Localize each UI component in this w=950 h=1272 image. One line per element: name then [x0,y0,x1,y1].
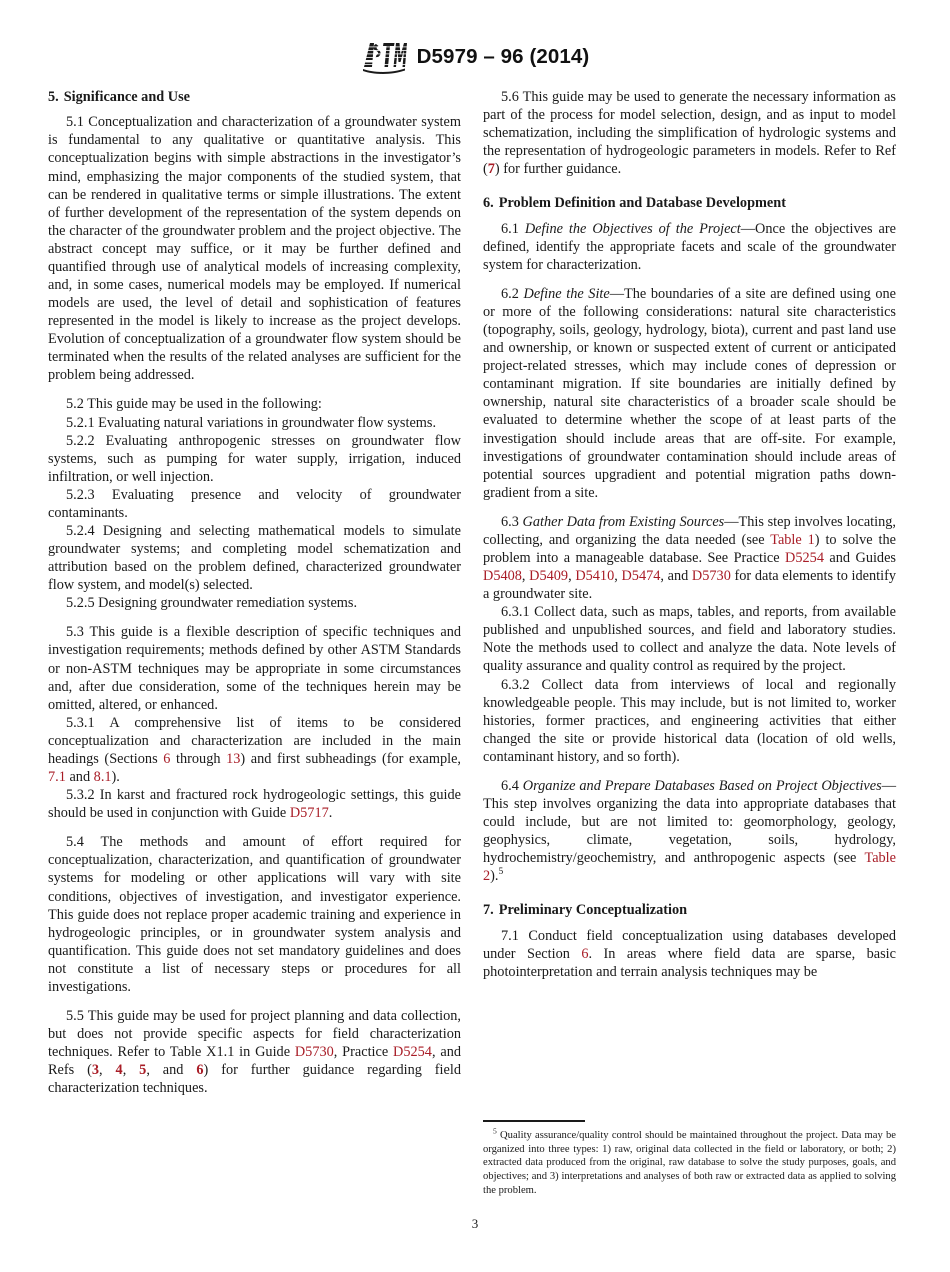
text-run: , [99,1062,116,1079]
paragraph-6-3 [483,513,896,603]
paragraph-5-1: 5.1 Conceptualization and characterization of a groundwater system is fundamental to any qualitative or quantitative analysis. This conceptualization begins with simple abstractions in the investigator’s mind, emphasizing the major components of the studied system, that can be rendered in qualitative terms or simple illustrations. The extent of further development of the representation of the system depends on the character of the groundwater problem and the project objective. The abstract concept may suffice, or it may be further defined and quantified through use of analytical models of increasing complexity, and, in some cases, numerical models may be employed. If numerical models are used, the level of detail and sophistication of features represented in the model is likely to increase as the project develops. Evolution of conceptualization of a groundwater flow system should be terminated when the results of the related analyses are sufficient for the problem being addressed. [48,114,461,384]
cross-ref-ref-7[interactable]: 7 [487,161,495,178]
section-title-6: Problem Definition and Database Development [498,195,786,212]
text-run: 5.3.1 A comprehensive list of items to be considered conceptualization and characterization are included in the main headings (Sections [48,714,461,767]
text-run: . In areas where field data are sparse, basic photointerpretation and terrain analysis techniques may be [483,945,896,980]
footnote-5 [483,1126,896,1198]
cross-ref-guide-d5410[interactable]: D5410 [575,568,615,585]
cross-ref-ref-4[interactable]: 4 [115,1062,123,1079]
text-run: through [170,750,227,767]
paragraph-5-3-2 [48,786,461,822]
paragraph-5-2-1: 5.2.1 Evaluating natural variations in groundwater flow systems. [66,414,437,431]
cross-ref-ref-3[interactable]: 3 [91,1062,100,1079]
cross-ref-ref-6[interactable]: 6 [196,1062,204,1079]
text-run: ) to solve the problem into a manageable database. See Practice [483,531,896,567]
cross-ref-table-2[interactable]: Table 2 [483,850,896,885]
text-run: 5.6 This guide may be used to generate the necessary information as part of the process for model selection, design, and as input to model schematization, including the simplification of hydrologic systems and the representation of hydrogeologic parameters in models. Refer to Ref ( [483,89,896,178]
text-run: —This step involves locating, collecting, and organizing the data needed (see [483,513,896,548]
paragraph-6-1 [483,220,896,274]
text-run: ) for further guidance. [494,161,622,178]
paragraph-5-2-2: 5.2.2 Evaluating anthropogenic stresses on groundwater flow systems, such as pumping for water supply, irrigation, induced infiltration, or well injection. [48,432,461,485]
text-run: and [65,769,94,786]
cross-ref-table-1[interactable]: Table 1 [770,531,815,548]
section-number-7: 7. [483,902,494,919]
text-run: , [521,568,530,585]
text-run: for data elements to identify a groundwater site. [483,568,896,603]
section-heading-7 [483,901,896,919]
text-run: ) and first subheadings (for example, [240,750,461,767]
two-column-body [0,88,950,1198]
cross-ref-ref-5[interactable]: 5 [139,1062,147,1079]
paragraph-5-3: 5.3 This guide is a flexible description of specific techniques and investigation requirements; methods defined by other ASTM Standards or non-ASTM techniques may be appropriate in some circumstances and, after due consideration, some of the techniques herein may be omitted, altered, or enhanced. [48,624,461,713]
document-designation: D5979 – 96 (2014) [416,45,590,68]
astm-logo [361,40,407,74]
cross-ref-section-13[interactable]: 13 [226,750,241,767]
paragraph-5-2-3: 5.2.3 Evaluating presence and velocity of groundwater contaminants. [48,486,461,521]
page-number: 3 [471,1216,479,1231]
footnote-marker-5[interactable]: 5 [498,867,504,878]
text-run: , [614,568,622,585]
paragraph-5-6 [483,88,896,178]
text-run: . [328,805,333,822]
cross-ref-practice-d5254[interactable]: D5254 [393,1044,432,1061]
clause-title: Gather Data from Existing Sources [522,513,725,530]
footnote-text: Quality assurance/quality control should be maintained throughout the project. Data may be organized into three types: 1) raw, original data collected in the field or laboratory, or both; 2) extracted data produced from the original, raw database to solve the study purposes, goals, and objectives; and 3) interpretations and analyses of both raw or extracted data as applied to solving the problem. [483,1129,896,1197]
clause-title: Define the Objectives of the Project [524,220,741,237]
text-run: —The boundaries of a site are defined using one or more of the following considerations: natural site characteristics (topography, soils, geology, hydrology, biota), current and past land use and ownership, or known or suspected extent of current or anticipated project-related stresses, which may include cones of depression or contaminant migration. If site boundaries are initially defined by ownership, natural site characteristics of a broader scale should be evaluated to determine whether the scope of at least parts of the investigation should include areas that are off-site. For example, investigations of groundwater contamination should include areas of potential sources upgradient and potential migration paths down-gradient from a site. [483,285,896,501]
text-run: , and [660,568,692,585]
footnote-number: 5 [493,1126,497,1136]
text-run: ). [490,868,499,885]
paragraph-5-4: 5.4 The methods and amount of effort required for conceptualization, characterization, and quantification of groundwater systems for modeling or other applications will vary with site conditions, objectives of investigation, and investigator experience. This guide does not replace proper academic training and experience in hydrogeologic principles, or in groundwater system analysis and quantification. This guide does not set mandatory guidelines and does not constitute a list of necessary steps or procedures for all investigations. [48,834,461,995]
clause-number: 6.2 [501,285,524,302]
text-run: 5.3.2 In karst and fractured rock hydrogeologic settings, this guide should be used in conjunction with Guide [48,787,461,822]
clause-number: 6.1 [501,220,525,237]
clause-title: Define the Site [523,285,610,302]
cross-ref-section-7-1[interactable]: 7.1 [48,769,66,786]
section-number-5: 5. [48,89,59,105]
text-run: —Once the objectives are defined, identify the appropriate facets and scale of the groundwater system for characterization. [483,220,896,273]
paragraph-6-3-1: 6.3.1 Collect data, such as maps, tables, and reports, from available published and unpublished sources, and field and laboratory studies. Note the methods used to collect and analyze the data. Note levels of quality assurance and quality control as required by the project. [483,604,896,675]
cross-ref-guide-d5717[interactable]: D5717 [289,805,329,822]
cross-ref-section-6[interactable]: 6 [163,750,171,767]
clause-number: 6.3 [501,513,523,530]
right-column-body [483,88,896,1112]
cross-ref-guide-d5730[interactable]: D5730 [294,1044,334,1061]
paragraph-6-4 [483,777,896,885]
cross-ref-section-6[interactable]: 6 [581,945,589,962]
paragraph-5-2-5: 5.2.5 Designing groundwater remediation systems. [66,595,358,612]
footnote-block [483,1112,896,1198]
text-run: and Guides [823,550,896,567]
text-run: , and Refs ( [48,1044,461,1079]
text-run: 5.5 This guide may be used for project planning and data collection, but does not provide specific aspects for field characterization techniques. Refer to Table X1.1 in Guide [48,1007,461,1061]
cross-ref-section-8-1[interactable]: 8.1 [93,769,112,786]
section-heading-6 [483,194,896,212]
clause-title: Organize and Prepare Databases Based on Project Objectives [522,777,882,794]
text-run: ) for further guidance regarding field characterization techniques. [48,1062,461,1097]
section-number-6: 6. [483,195,494,212]
paragraph-5-2-4: 5.2.4 Designing and selecting mathematical models to simulate groundwater systems; and completing model schematization and attribution based on the problem defined, characterized groundwater flow system, and model(s) selected. [48,523,461,594]
paragraph-6-3-2: 6.3.2 Collect data from interviews of local and regionally knowledgeable people. This may include, but is not limited to, worker histories, former practices, and engineering activities that either changed the site or provide historical data (location of old wells, contaminant history, and so forth). [483,676,896,765]
cross-ref-guide-d5474[interactable]: D5474 [621,568,661,585]
paragraph-5-3-1 [48,714,461,786]
left-column [48,88,461,1198]
right-column [483,88,896,1198]
text-run: —This step involves organizing the data into appropriate databases that could include, but are not limited to: geomorphology, geology, geophysics, climate, vegetation, soils, hydrology, hydrochemistry/geochemistry, and anthropogenic aspects (see [483,777,896,867]
footnote-separator-rule [483,1120,585,1121]
section-heading-5 [48,88,461,106]
cross-ref-guide-d5408[interactable]: D5408 [483,568,522,585]
paragraph-5-5 [48,1007,461,1097]
text-run: 7.1 Conduct field conceptualization using databases developed under Section [483,927,896,962]
clause-number: 6.4 [501,777,523,794]
paragraph-7-1 [483,927,896,981]
section-title-5: Significance and Use [63,89,191,105]
section-title-7: Preliminary Conceptualization [498,902,688,919]
text-run: , Practice [333,1044,394,1061]
paragraph-6-2 [483,285,896,502]
text-run: , [122,1062,140,1079]
paragraph-5-2: 5.2 This guide may be used in the following: [66,396,322,413]
cross-ref-practice-d5254[interactable]: D5254 [785,550,824,567]
page-header [0,0,950,80]
cross-ref-guide-d5409[interactable]: D5409 [529,568,569,585]
cross-ref-guide-d5730[interactable]: D5730 [691,568,731,585]
text-run: ). [111,769,120,786]
text-run: , and [146,1062,197,1079]
text-run: , [568,568,576,585]
